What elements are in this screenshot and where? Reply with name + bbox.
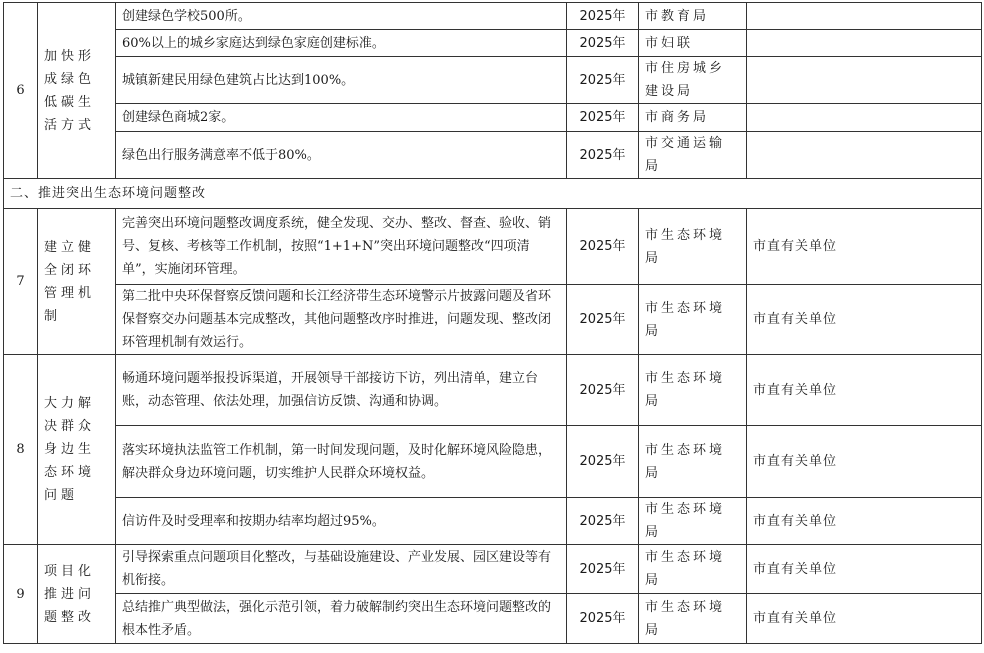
year-cell: 2025年	[567, 209, 639, 285]
category-cell: 项目化推进问题整改	[38, 545, 116, 644]
year-cell: 2025年	[567, 57, 639, 104]
task-cell: 完善突出环境问题整改调度系统，健全发现、交办、整改、督查、验收、销号、复核、考核等工作机制，按照“1+1+N”突出环境问题整改“四项清单”，实施闭环管理。	[116, 209, 567, 285]
lead-dept-cell: 市教育局	[639, 3, 747, 30]
category-cell: 加快形成绿色低碳生活方式	[38, 3, 116, 179]
co-dept-cell	[747, 3, 982, 30]
section-row	[4, 179, 982, 209]
table-row	[4, 355, 982, 426]
year-cell: 2025年	[567, 104, 639, 132]
lead-dept-cell: 市生态环境局	[639, 209, 747, 285]
section-title: 二、推进突出生态环境问题整改	[4, 179, 982, 209]
task-cell: 创建绿色商城2家。	[116, 104, 567, 132]
task-table	[3, 2, 982, 644]
lead-dept-cell: 市商务局	[639, 104, 747, 132]
lead-dept-cell: 市生态环境局	[639, 498, 747, 545]
table-row	[4, 57, 982, 104]
year-cell: 2025年	[567, 545, 639, 594]
year-cell: 2025年	[567, 426, 639, 498]
table-row	[4, 104, 982, 132]
task-cell: 60%以上的城乡家庭达到绿色家庭创建标准。	[116, 30, 567, 57]
lead-dept-cell: 市生态环境局	[639, 285, 747, 355]
table-row	[4, 209, 982, 285]
lead-dept-cell: 市住房城乡建设局	[639, 57, 747, 104]
co-dept-cell: 市直有关单位	[747, 285, 982, 355]
year-cell: 2025年	[567, 594, 639, 644]
table-row	[4, 426, 982, 498]
task-cell: 城镇新建民用绿色建筑占比达到100%。	[116, 57, 567, 104]
co-dept-cell: 市直有关单位	[747, 426, 982, 498]
co-dept-cell	[747, 57, 982, 104]
year-cell: 2025年	[567, 132, 639, 179]
item-number: 6	[4, 3, 38, 179]
lead-dept-cell: 市生态环境局	[639, 545, 747, 594]
co-dept-cell: 市直有关单位	[747, 594, 982, 644]
year-cell: 2025年	[567, 285, 639, 355]
task-cell: 引导探索重点问题项目化整改，与基础设施建设、产业发展、园区建设等有机衔接。	[116, 545, 567, 594]
year-cell: 2025年	[567, 498, 639, 545]
lead-dept-cell: 市生态环境局	[639, 355, 747, 426]
year-cell: 2025年	[567, 355, 639, 426]
co-dept-cell	[747, 30, 982, 57]
task-cell: 信访件及时受理率和按期办结率均超过95%。	[116, 498, 567, 545]
table-row	[4, 132, 982, 179]
item-number: 8	[4, 355, 38, 545]
table-row	[4, 594, 982, 644]
task-cell: 第二批中央环保督察反馈问题和长江经济带生态环境警示片披露问题及省环保督察交办问题基本完成整改，其他问题整改序时推进，问题发现、整改闭环管理机制有效运行。	[116, 285, 567, 355]
table-row	[4, 498, 982, 545]
category-cell: 大力解决群众身边生态环境问题	[38, 355, 116, 545]
category-cell: 建立健全闭环管理机制	[38, 209, 116, 355]
lead-dept-cell: 市生态环境局	[639, 594, 747, 644]
table-row	[4, 285, 982, 355]
item-number: 7	[4, 209, 38, 355]
co-dept-cell: 市直有关单位	[747, 209, 982, 285]
year-cell: 2025年	[567, 30, 639, 57]
task-cell: 总结推广典型做法，强化示范引领，着力破解制约突出生态环境问题整改的根本性矛盾。	[116, 594, 567, 644]
co-dept-cell: 市直有关单位	[747, 498, 982, 545]
table-row	[4, 3, 982, 30]
table-row	[4, 30, 982, 57]
year-cell: 2025年	[567, 3, 639, 30]
task-cell: 畅通环境问题举报投诉渠道，开展领导干部接访下访，列出清单，建立台账，动态管理、依法处理，加强信访反馈、沟通和协调。	[116, 355, 567, 426]
co-dept-cell	[747, 132, 982, 179]
lead-dept-cell: 市妇联	[639, 30, 747, 57]
lead-dept-cell: 市生态环境局	[639, 426, 747, 498]
table-row	[4, 545, 982, 594]
item-number: 9	[4, 545, 38, 644]
lead-dept-cell: 市交通运输局	[639, 132, 747, 179]
co-dept-cell: 市直有关单位	[747, 355, 982, 426]
task-cell: 绿色出行服务满意率不低于80%。	[116, 132, 567, 179]
co-dept-cell: 市直有关单位	[747, 545, 982, 594]
co-dept-cell	[747, 104, 982, 132]
task-cell: 落实环境执法监管工作机制，第一时间发现问题，及时化解环境风险隐患，解决群众身边环境问题，切实维护人民群众环境权益。	[116, 426, 567, 498]
task-cell: 创建绿色学校500所。	[116, 3, 567, 30]
